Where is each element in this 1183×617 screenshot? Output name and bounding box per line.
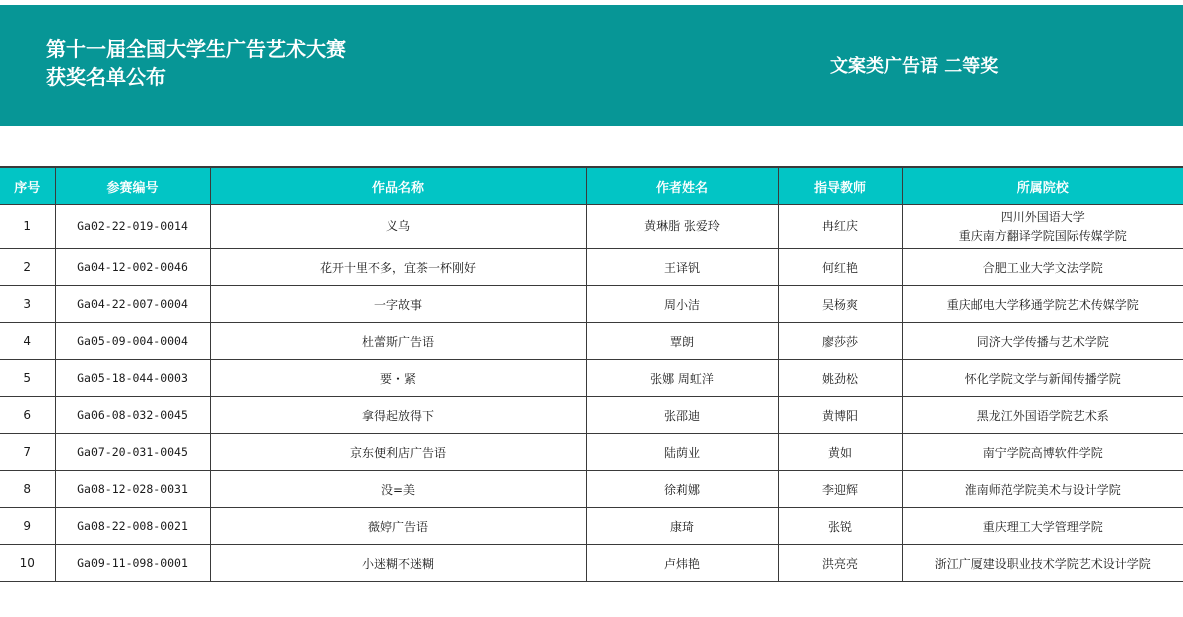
- cell-no: 9: [0, 508, 55, 545]
- table-header: [0, 167, 1183, 205]
- cell-no: 3: [0, 286, 55, 323]
- cell-work: 拿得起放得下: [210, 397, 586, 434]
- cell-code: Ga02-22-019-0014: [55, 205, 210, 249]
- title-line-1: 第十一届全国大学生广告艺术大赛: [46, 37, 346, 61]
- cell-code: Ga08-12-028-0031: [55, 471, 210, 508]
- cell-authors: 黄琳脂 张爱玲: [586, 205, 778, 249]
- cell-advisor: 吴杨爽: [778, 286, 902, 323]
- cell-work: 花开十里不多，宜茶一杯刚好: [210, 249, 586, 286]
- table-body: [0, 205, 1183, 582]
- cell-no: 6: [0, 397, 55, 434]
- cell-school: 南宁学院高博软件学院: [902, 434, 1183, 471]
- cell-code: Ga06-08-032-0045: [55, 397, 210, 434]
- cell-work: 没=美: [210, 471, 586, 508]
- cell-advisor: 何红艳: [778, 249, 902, 286]
- cell-work: 薇婷广告语: [210, 508, 586, 545]
- cell-code: Ga07-20-031-0045: [55, 434, 210, 471]
- cell-school: 浙江广厦建设职业技术学院艺术设计学院: [902, 545, 1183, 582]
- cell-work: 小迷糊不迷糊: [210, 545, 586, 582]
- cell-work: 京东便利店广告语: [210, 434, 586, 471]
- cell-no: 5: [0, 360, 55, 397]
- cell-work: 义乌: [210, 205, 586, 249]
- cell-code: Ga05-18-044-0003: [55, 360, 210, 397]
- cell-work: 要・紧: [210, 360, 586, 397]
- cell-school: 同济大学传播与艺术学院: [902, 323, 1183, 360]
- cell-school: 怀化学院文学与新闻传播学院: [902, 360, 1183, 397]
- cell-code: Ga08-22-008-0021: [55, 508, 210, 545]
- cell-advisor: 姚劲松: [778, 360, 902, 397]
- cell-code: Ga09-11-098-0001: [55, 545, 210, 582]
- cell-school: 淮南师范学院美术与设计学院: [902, 471, 1183, 508]
- table-row: [0, 434, 1183, 471]
- cell-advisor: 黄如: [778, 434, 902, 471]
- cell-authors: 张娜 周虹洋: [586, 360, 778, 397]
- cell-advisor: 黄博阳: [778, 397, 902, 434]
- cell-code: Ga04-12-002-0046: [55, 249, 210, 286]
- cell-authors: 康琦: [586, 508, 778, 545]
- cell-school: 重庆邮电大学移通学院艺术传媒学院: [902, 286, 1183, 323]
- cell-advisor: 洪亮亮: [778, 545, 902, 582]
- table-row: [0, 360, 1183, 397]
- cell-code: Ga04-22-007-0004: [55, 286, 210, 323]
- cell-work: 一字故事: [210, 286, 586, 323]
- header-banner: [0, 5, 1183, 126]
- column-header-advisor: 指导教师: [778, 167, 902, 205]
- cell-authors: 周小洁: [586, 286, 778, 323]
- column-header-school: 所属院校: [902, 167, 1183, 205]
- page-title: [46, 35, 346, 91]
- cell-school: 重庆理工大学管理学院: [902, 508, 1183, 545]
- cell-advisor: 张锐: [778, 508, 902, 545]
- cell-no: 10: [0, 545, 55, 582]
- cell-advisor: 冉红庆: [778, 205, 902, 249]
- cell-authors: 覃朗: [586, 323, 778, 360]
- header-row: [0, 167, 1183, 205]
- table-row: [0, 286, 1183, 323]
- cell-no: 1: [0, 205, 55, 249]
- cell-work: 杜蕾斯广告语: [210, 323, 586, 360]
- table-row: [0, 397, 1183, 434]
- column-header-no: 序号: [0, 167, 55, 205]
- column-header-work: 作品名称: [210, 167, 586, 205]
- cell-authors: 王译钒: [586, 249, 778, 286]
- school-line: 四川外国语大学: [1000, 209, 1085, 224]
- cell-no: 4: [0, 323, 55, 360]
- cell-school: 合肥工业大学文法学院: [902, 249, 1183, 286]
- cell-school: [902, 205, 1183, 249]
- cell-authors: 陆荫业: [586, 434, 778, 471]
- table-row: [0, 508, 1183, 545]
- cell-advisor: 廖莎莎: [778, 323, 902, 360]
- award-category: 文案类广告语 二等奖: [830, 56, 999, 77]
- cell-authors: 徐莉娜: [586, 471, 778, 508]
- table-row: [0, 471, 1183, 508]
- table-row: [0, 249, 1183, 286]
- table-row: [0, 545, 1183, 582]
- school-line: 重庆南方翻译学院国际传媒学院: [958, 228, 1127, 243]
- cell-advisor: 李迎辉: [778, 471, 902, 508]
- cell-authors: 卢炜艳: [586, 545, 778, 582]
- title-line-2: 获奖名单公布: [46, 65, 166, 89]
- award-table: [0, 166, 1183, 582]
- cell-school: 黑龙江外国语学院艺术系: [902, 397, 1183, 434]
- table-row: [0, 323, 1183, 360]
- cell-no: 7: [0, 434, 55, 471]
- column-header-authors: 作者姓名: [586, 167, 778, 205]
- cell-no: 8: [0, 471, 55, 508]
- column-header-code: 参赛编号: [55, 167, 210, 205]
- cell-code: Ga05-09-004-0004: [55, 323, 210, 360]
- cell-no: 2: [0, 249, 55, 286]
- table-row: [0, 205, 1183, 249]
- cell-authors: 张邵迪: [586, 397, 778, 434]
